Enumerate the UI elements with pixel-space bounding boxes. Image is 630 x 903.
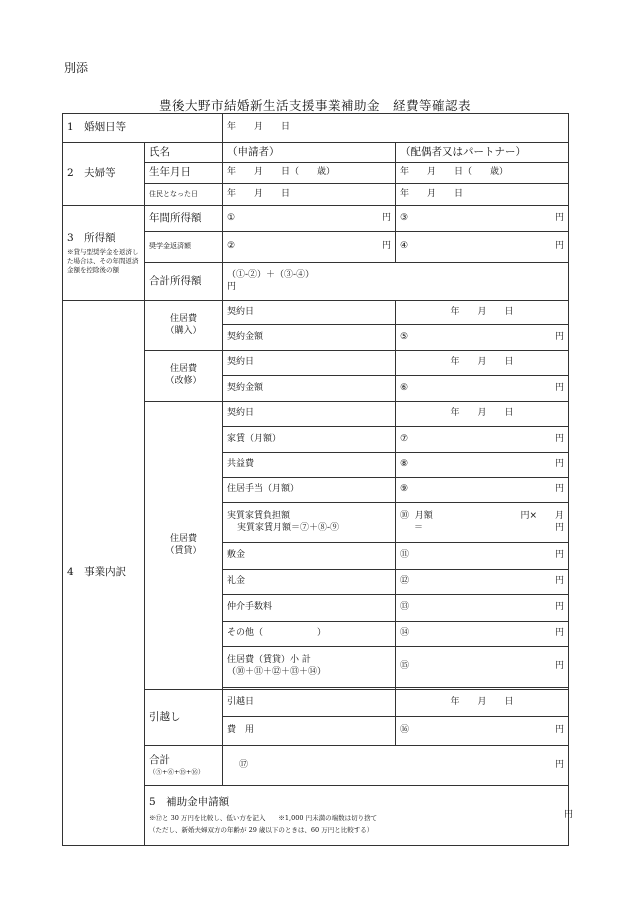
moving-date-label: 引越日 <box>223 690 396 717</box>
rent-subtotal-label: 住居費（賃貸）小 計 （⑩＋⑪＋⑫＋⑬＋⑭） <box>223 647 396 688</box>
dob-label: 生年月日 <box>145 163 223 184</box>
row-subsidy: 5 補助金申請額 ※⑰と 30 万円を比較し、低い方を記入 ※1,000 円未満の端数は切り捨て （ただし、新婚夫婦双方の年齢が 29 歳以下のときは、60 万円と比較する） 円 <box>63 786 569 846</box>
common-fee-label: 共益費 <box>223 453 396 478</box>
rent-contract-date-field[interactable]: 年 月 日 <box>396 402 569 427</box>
applicant-income-field[interactable]: ① 円 <box>223 206 396 232</box>
moving-cost-field[interactable]: ⑯ 円 <box>396 717 569 746</box>
actual-rent-label: 実質家賃負担額 実質家賃月額＝⑦＋⑧-⑨ <box>223 503 396 543</box>
housing-allowance-label: 住居手当（月額） <box>223 478 396 503</box>
subsidy-label: 5 補助金申請額 <box>149 795 230 808</box>
row-marriage-date <box>63 114 569 143</box>
key-money-field[interactable]: ⑫ 円 <box>396 570 569 595</box>
row-names <box>63 143 569 163</box>
purchase-group: 住居費 （購入） <box>145 301 223 351</box>
grand-total-field[interactable]: ⑰ 円 <box>223 746 569 786</box>
subsidy-label-cell <box>145 786 569 846</box>
total-income-field[interactable]: （①-②）＋（③-④） 円 <box>223 263 569 301</box>
attachment-label: 別添 <box>64 61 89 75</box>
reform-contract-date-field[interactable]: 年 月 日 <box>396 351 569 376</box>
partner-header: （配偶者又はパートナー） <box>396 143 569 163</box>
common-fee-field[interactable]: ⑧ 円 <box>396 453 569 478</box>
reform-amount-field[interactable]: ⑥ 円 <box>396 376 569 402</box>
row-annual-income <box>63 206 569 232</box>
rent-subtotal-formula: （⑩＋⑪＋⑫＋⑬＋⑭） <box>227 667 327 677</box>
total-income-label: 合計所得額 <box>145 263 223 301</box>
deposit-label: 敷金 <box>223 543 396 570</box>
monthly-rent-label: 家賃（月額） <box>223 427 396 453</box>
grand-total-label: 合計 （⑤+⑥+⑮+⑯） <box>145 746 223 786</box>
income-formula: （①-②）＋（③-④） <box>227 269 315 280</box>
purchase-contract-date-label: 契約日 <box>223 301 396 325</box>
applicant-header: （申請者） <box>223 143 396 163</box>
deposit-field[interactable]: ⑪ 円 <box>396 543 569 570</box>
reform-amount-label: 契約金額 <box>223 376 396 402</box>
other-label: その他（ ） <box>223 622 396 647</box>
purchase-contract-date-field[interactable]: 年 月 日 <box>396 301 569 325</box>
rent-subtotal-field[interactable]: ⑮ 円 <box>396 647 569 688</box>
actual-rent-formula: 実質家賃月額＝⑦＋⑧-⑨ <box>237 522 340 533</box>
moving-date-field[interactable]: 年 月 日 <box>396 690 569 717</box>
income-note: ※貸与型奨学金を返済した場合は、その年間返済金額を控除後の額 <box>67 248 139 274</box>
partner-income-field[interactable]: ③ 円 <box>396 206 569 232</box>
partner-loan-field[interactable]: ④ 円 <box>396 232 569 263</box>
other-field[interactable]: ⑭ 円 <box>396 622 569 647</box>
partner-residence-field[interactable]: 年 月 日 <box>396 184 569 206</box>
loan-repayment-label: 奨学金返済額 <box>145 232 223 263</box>
purchase-amount-label: 契約金額 <box>223 325 396 351</box>
purchase-amount-field[interactable]: ⑤ 円 <box>396 325 569 351</box>
subsidy-note-1: ※⑰と 30 万円を比較し、低い方を記入 ※1,000 円未満の端数は切り捨て <box>149 813 378 822</box>
brokerage-label: 仲介手数料 <box>223 595 396 622</box>
income-section <box>63 206 145 301</box>
income-label: 3 所得額 <box>67 231 116 244</box>
applicant-residence-field[interactable]: 年 月 日 <box>223 184 396 206</box>
annual-income-label: 年間所得額 <box>145 206 223 232</box>
reform-contract-date-label: 契約日 <box>223 351 396 376</box>
grand-total-formula: （⑤+⑥+⑮+⑯） <box>149 767 205 776</box>
moving-group: 引越し <box>145 690 223 746</box>
form-title: 豊後大野市結婚新生活支援事業補助金 経費等確認表 <box>158 98 471 113</box>
marriage-date-label: 1 婚姻日等 <box>63 114 223 143</box>
applicant-loan-field[interactable]: ② 円 <box>223 232 396 263</box>
name-label: 氏名 <box>145 143 223 163</box>
subsidy-note-2: （ただし、新婚夫婦双方の年齢が 29 歳以下のときは、60 万円と比較する） <box>149 826 374 835</box>
applicant-dob-field[interactable]: 年 月 日（ 歳） <box>223 163 396 184</box>
housing-allowance-field[interactable]: ⑨ 円 <box>396 478 569 503</box>
breakdown-label: 4 事業内訳 <box>63 301 145 846</box>
actual-rent-field[interactable]: ⑩ 月額 月 円× ＝ 円 <box>396 503 569 543</box>
row-purchase-date <box>63 301 569 325</box>
rent-contract-date-label: 契約日 <box>223 402 396 427</box>
marriage-date-field[interactable]: 年 月 日 <box>223 114 569 143</box>
monthly-rent-field[interactable]: ⑦ 円 <box>396 427 569 453</box>
partner-dob-field[interactable]: 年 月 日（ 歳） <box>396 163 569 184</box>
expense-table <box>62 113 574 846</box>
brokerage-field[interactable]: ⑬ 円 <box>396 595 569 622</box>
key-money-label: 礼金 <box>223 570 396 595</box>
rent-group: 住居費 （賃貸） <box>145 402 223 690</box>
residence-label: 住民となった日 <box>145 184 223 206</box>
reform-group: 住居費 （改修） <box>145 351 223 402</box>
moving-cost-label: 費 用 <box>223 717 396 746</box>
couple-label: 2 夫婦等 <box>63 143 145 206</box>
